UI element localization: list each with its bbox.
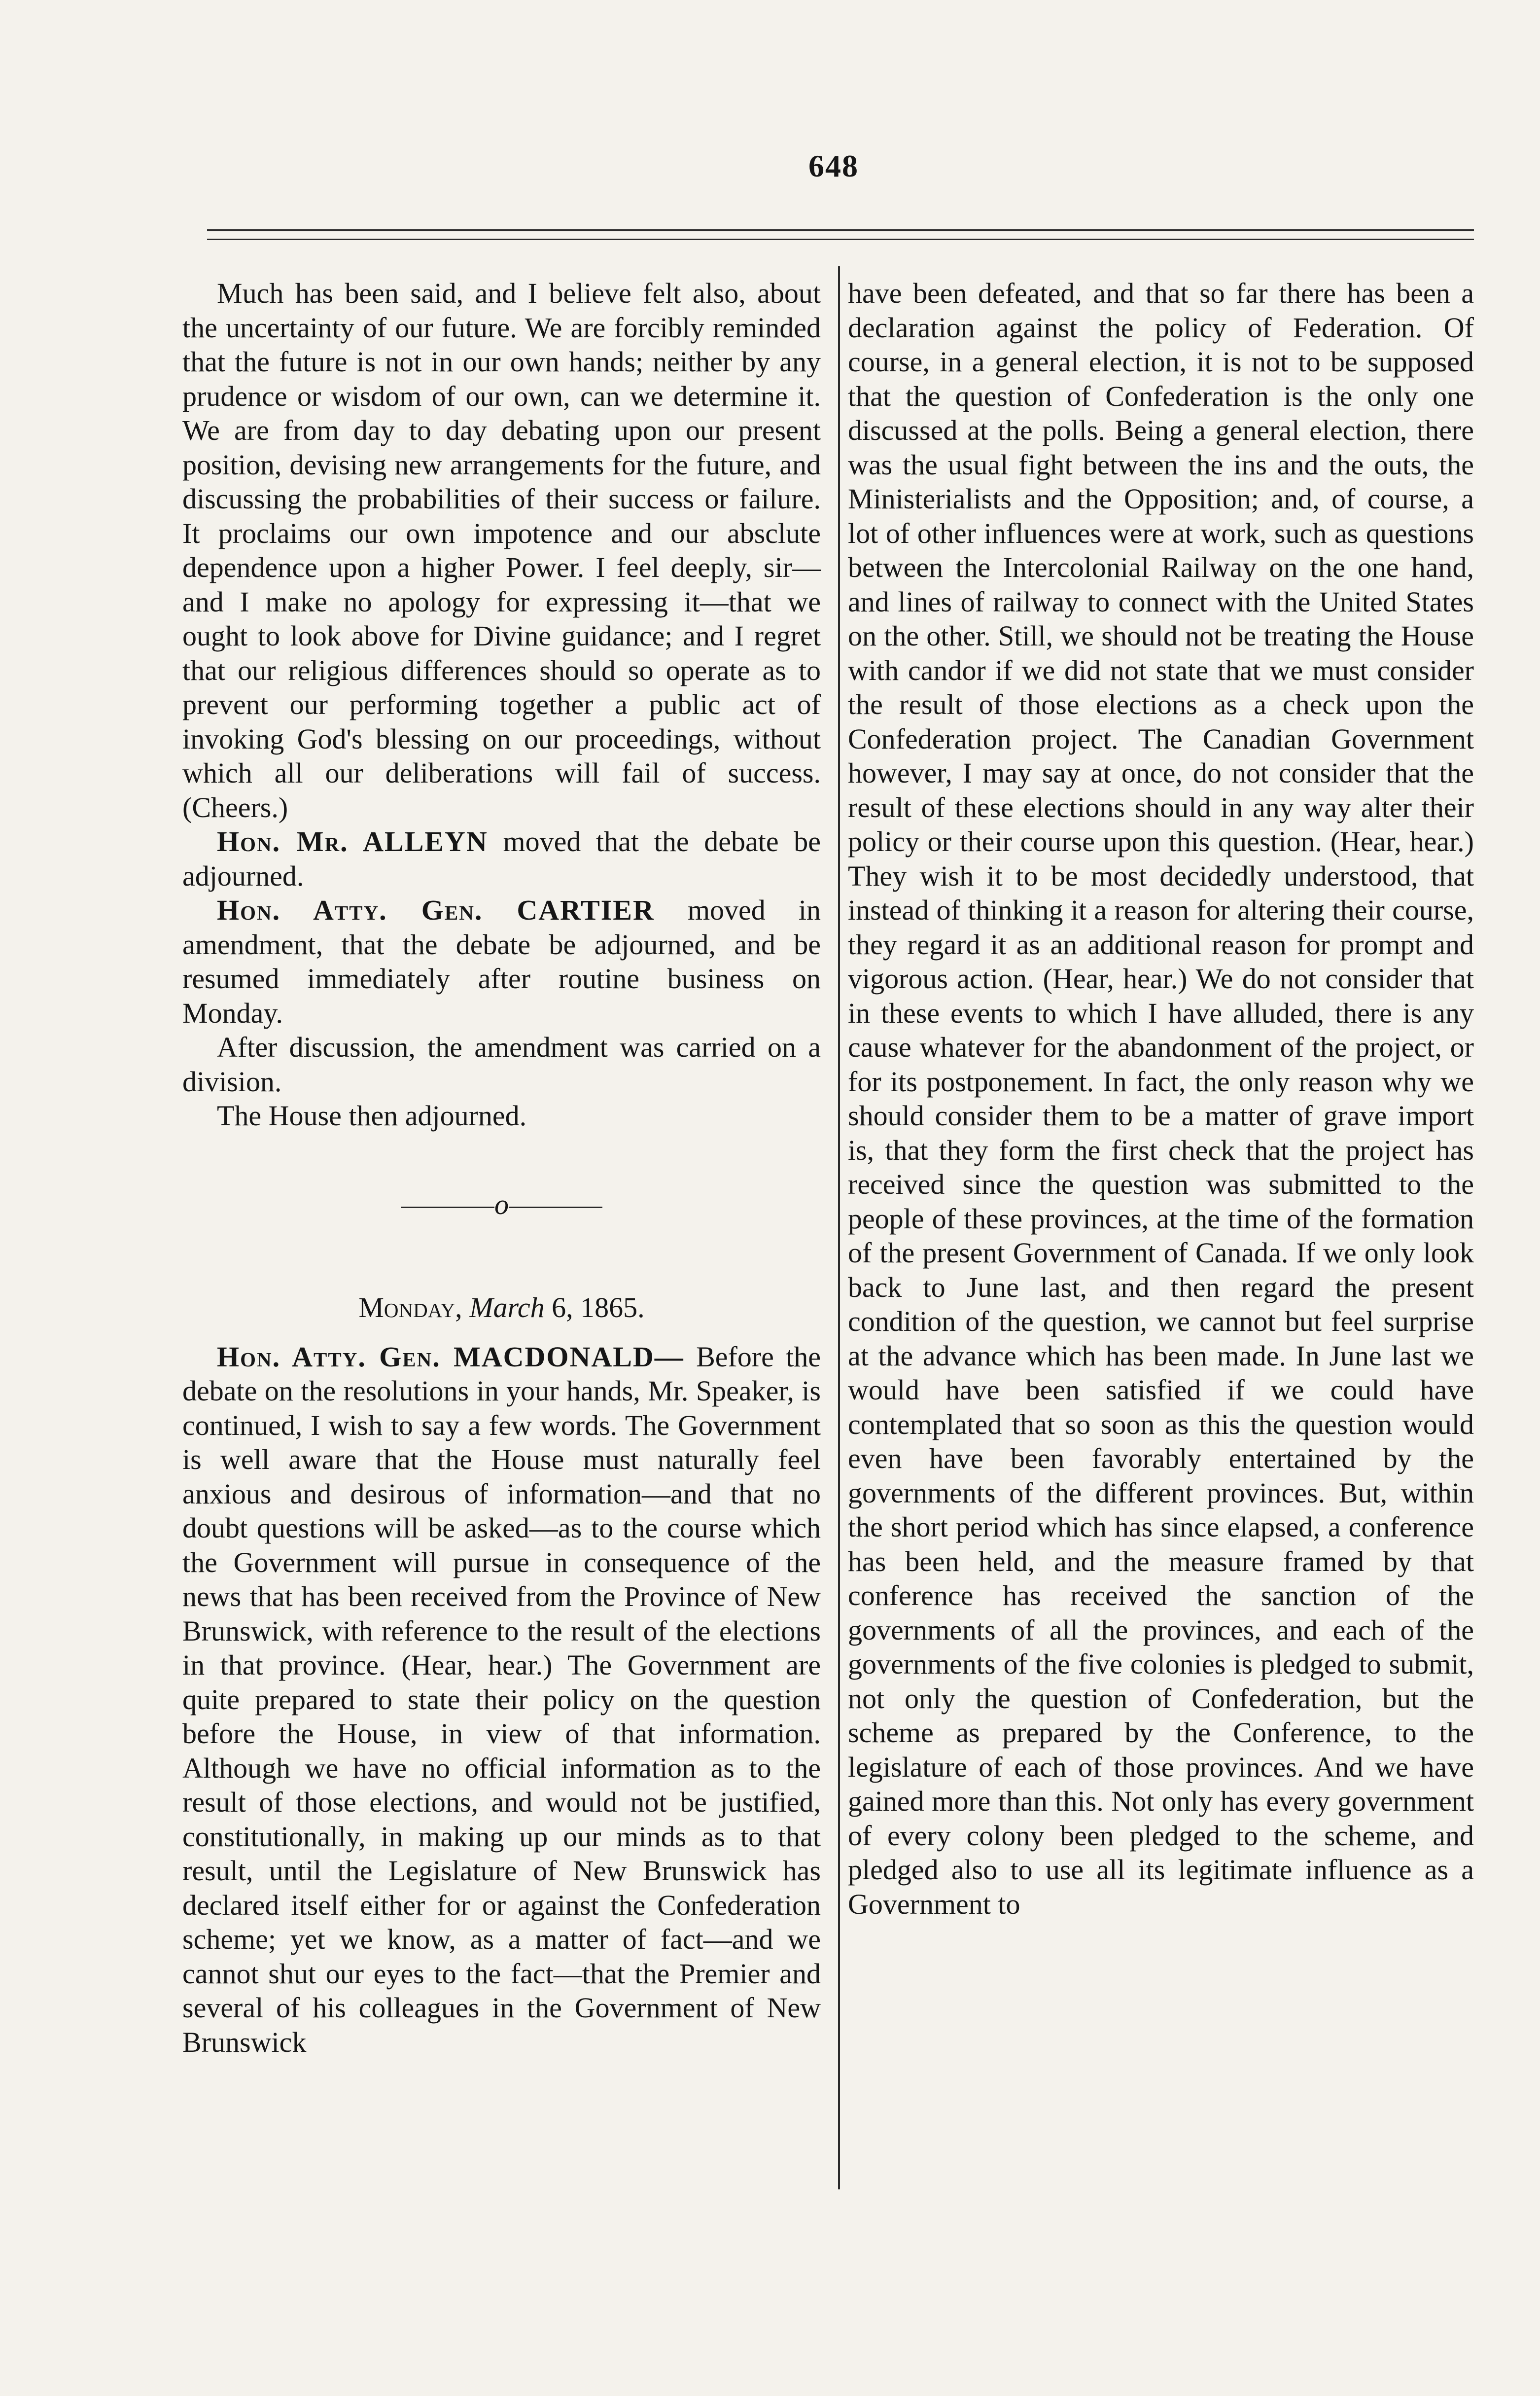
- date-rest: 6, 1865.: [552, 1291, 645, 1323]
- date-day: Monday,: [358, 1291, 462, 1323]
- date-heading: [182, 1290, 821, 1325]
- separator-mark: o: [494, 1188, 509, 1220]
- section-separator: [182, 1187, 821, 1222]
- date-month: March: [469, 1291, 545, 1323]
- paragraph-alleyn: [182, 824, 821, 893]
- paragraph-adjourned: The House then adjourned.: [217, 1100, 527, 1132]
- paragraph-right-continuation: have been defeated, and that so far there has been a declaration against the policy of Federation. Of course, in a general election, it is not to be supposed that the question of Confederation is the only one discussed at the polls. Being a general election, there was the usual fight between the ins and the outs, the Ministerialists and the Opposition; and, of course, a lot of other influences were at work, such as questions between the Intercolonial Railway on the one hand, and lines of railway to connect with the United States on the other. Still, we should not be treating the House with candor if we did not state that we must consider the result of those elections as a check upon the Confederation project. The Canadian Government however, I may say at once, do not consider that the result of these elections should in any way alter their policy or their course upon this question. (Hear, hear.) They wish it to be most decidedly understood, that instead of thinking it a reason for altering their course, they regard it as an additional reason for prompt and vigorous action. (Hear, hear.) We do not consider that in these events to which I have alluded, there is any cause whatever for the abandonment of the project, or for its postponement. In fact, the only reason why we should consider them to be a matter of grave import is, that they form the first check that the project has received since the question was submitted to the people of these provinces, at the time of the formation of the present Government of Canada. If we only look back to June last, and then regard the present condition of the question, we cannot but feel surprise at the advance which has been made. In June last we would have been satisfied if we could have contemplated that so soon as this the question would even have been favorably entertained by the governments of the different provinces. But, within the short period which has since elapsed, a conference has been held, and the measure framed by that conference has received the sanction of the governments of all the provinces, and each of the governments of the five colonies is pledged to submit, not only the question of Confederation, but the scheme as prepared by the Conference, to the legislature of each of those provinces. And we have gained more than this. Not only has every government of every colony been pledged to the scheme, and pledged also to use all its legitimate influence as a Government to: [848, 277, 1474, 1920]
- macdonald-text: Before the debate on the resolutions in your hands, Mr. Speaker, is continued, I wish to say a few words. The Government is well aware that the House must naturally feel anxious and desirous of information—and that no doubt questions will be asked—as to the course which the Government will pursue in consequence of the news that has been received from the Province of New Brunswick, with reference to the result of the elections in that province. (Hear, hear.) The Government are quite prepared to state their policy on the question before the House, in view of that information. Although we have no official information as to the result of those elections, and would not be justified, constitutionally, in making up our minds as to that result, until the Legislature of New Brunswick has declared itself either for or against the Confederation scheme; yet we know, as a matter of fact—and we cannot shut our eyes to the fact—that the Premier and several of his colleagues in the Government of New Brunswick: [182, 1340, 821, 2058]
- speaker-cartier: Hon. Atty. Gen. CARTIER: [217, 894, 655, 926]
- header-rule-thin: [207, 239, 1474, 240]
- paragraph-discussion: After discussion, the amendment was carried on a division.: [182, 1031, 821, 1098]
- right-column: [848, 276, 1474, 1921]
- left-column: [182, 276, 821, 2059]
- alleyn-text: moved that the debate be adjourned.: [182, 825, 821, 892]
- column-divider: [838, 266, 840, 2189]
- paragraph-macdonald: [182, 1340, 821, 2060]
- speaker-macdonald: Hon. Atty. Gen. MACDONALD—: [217, 1340, 684, 1373]
- paragraph-future: Much has been said, and I believe felt also, about the uncertainty of our future. We are forcibly reminded that the future is not in our own hands; neither by any prudence or wisdom of our own, can we determine it. We are from day to day debating upon our present position, devising new arrangements for the future, and discussing the probabilities of their success or failure. It proclaims our own impotence and our absclute dependence upon a higher Power. I feel deeply, sir—and I make no apology for expressing it—that we ought to look above for Divine guidance; and I regret that our religious differences should so operate as to prevent our performing together a public act of invoking God's blessing on our proceedings, without which all our deliberations will fail of success. (Cheers.): [182, 277, 821, 823]
- paragraph-cartier: [182, 893, 821, 1030]
- cartier-text: moved in amendment, that the debate be adjourned, and be resumed immediately after routine business on Monday.: [182, 894, 821, 1029]
- page-number: 648: [808, 148, 859, 183]
- speaker-alleyn: Hon. Mr. ALLEYN: [217, 825, 488, 858]
- header-rule: [207, 229, 1474, 231]
